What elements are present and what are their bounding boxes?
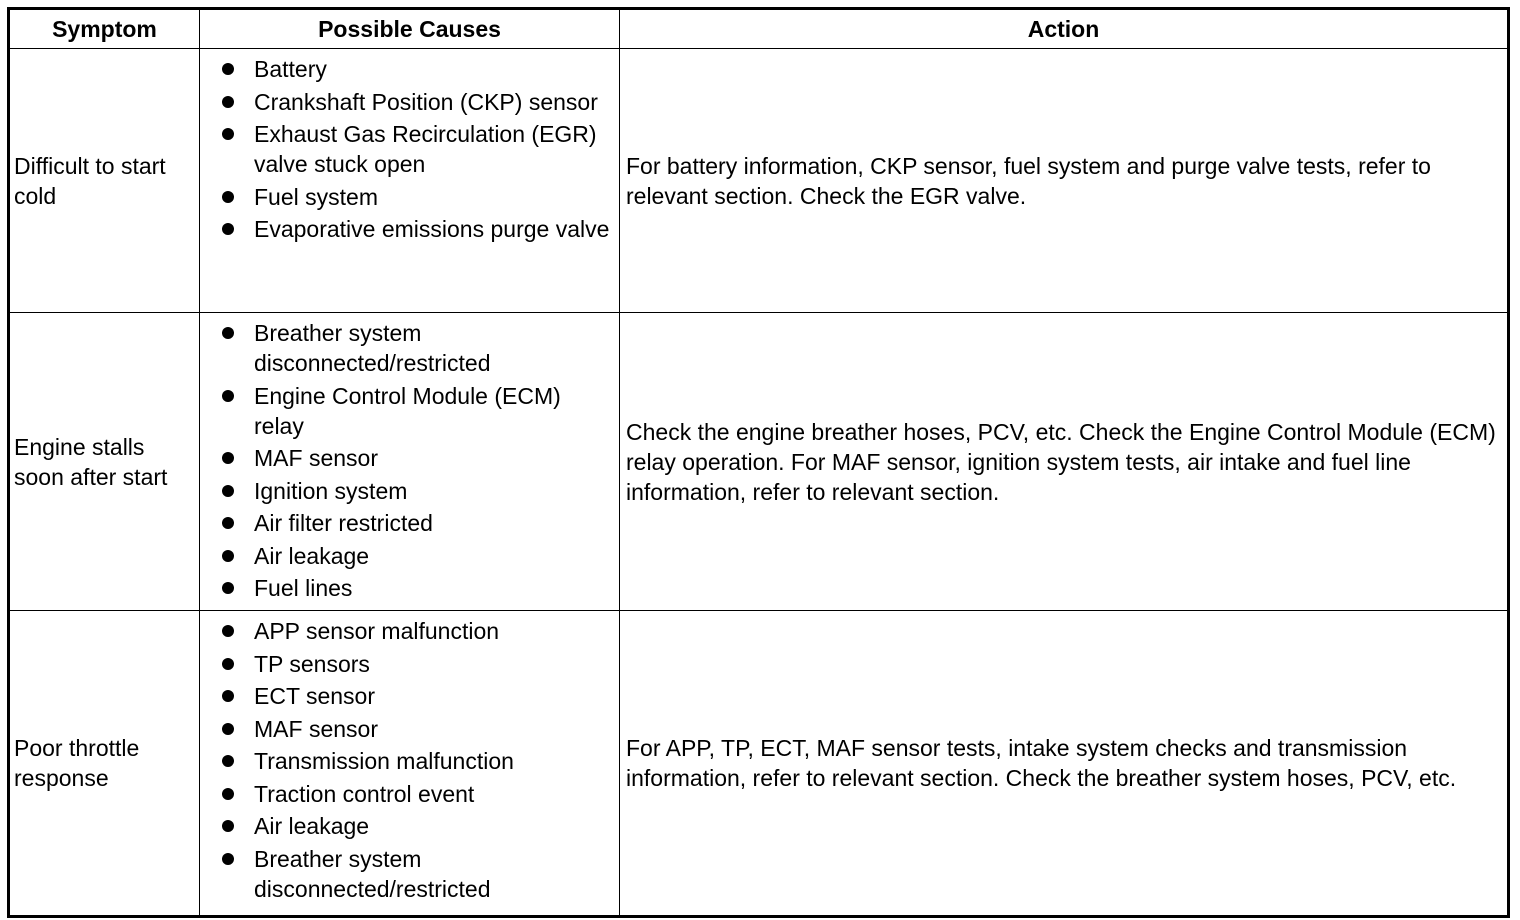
cause-list [218, 616, 615, 904]
header-row [9, 9, 1509, 49]
symptom-cell: Poor throttle response [9, 611, 200, 917]
action-cell: For battery information, CKP sensor, fuel system and purge valve tests, refer to relevant section. Check the EGR valve. [620, 49, 1509, 313]
cause-item: Evaporative emissions purge valve [218, 214, 615, 244]
cause-item: APP sensor malfunction [218, 616, 615, 646]
header-action: Action [620, 9, 1509, 49]
cause-item: Traction control event [218, 779, 615, 809]
causes-cell [200, 49, 620, 313]
cause-item: Air leakage [218, 541, 615, 571]
action-cell: Check the engine breather hoses, PCV, etc. Check the Engine Control Module (ECM) relay operation. For MAF sensor, ignition system tests, air intake and fuel line information, refer to relevant section. [620, 313, 1509, 611]
symptom-cell: Difficult to start cold [9, 49, 200, 313]
cause-item: Exhaust Gas Recirculation (EGR) valve stuck open [218, 119, 615, 179]
cause-list [218, 54, 615, 244]
cause-item: Breather system disconnected/restricted [218, 844, 615, 904]
cause-item: Air filter restricted [218, 508, 615, 538]
cause-item: Crankshaft Position (CKP) sensor [218, 87, 615, 117]
cause-item: Engine Control Module (ECM) relay [218, 381, 615, 441]
cause-item: Transmission malfunction [218, 746, 615, 776]
causes-cell [200, 313, 620, 611]
action-cell: For APP, TP, ECT, MAF sensor tests, intake system checks and transmission information, refer to relevant section. Check the breather system hoses, PCV, etc. [620, 611, 1509, 917]
header-symptom: Symptom [9, 9, 200, 49]
cause-item: Fuel lines [218, 573, 615, 603]
cause-item: Fuel system [218, 182, 615, 212]
cause-item: MAF sensor [218, 443, 615, 473]
cause-item: TP sensors [218, 649, 615, 679]
symptom-cell: Engine stalls soon after start [9, 313, 200, 611]
diagnosis-table [7, 7, 1510, 918]
table-row [9, 313, 1509, 611]
cause-item: Ignition system [218, 476, 615, 506]
causes-cell [200, 611, 620, 917]
header-possible-causes: Possible Causes [200, 9, 620, 49]
cause-item: Battery [218, 54, 615, 84]
cause-item: ECT sensor [218, 681, 615, 711]
cause-item: MAF sensor [218, 714, 615, 744]
cause-list [218, 318, 615, 603]
table-row [9, 611, 1509, 917]
cause-item: Air leakage [218, 811, 615, 841]
cause-item: Breather system disconnected/restricted [218, 318, 615, 378]
table-row [9, 49, 1509, 313]
